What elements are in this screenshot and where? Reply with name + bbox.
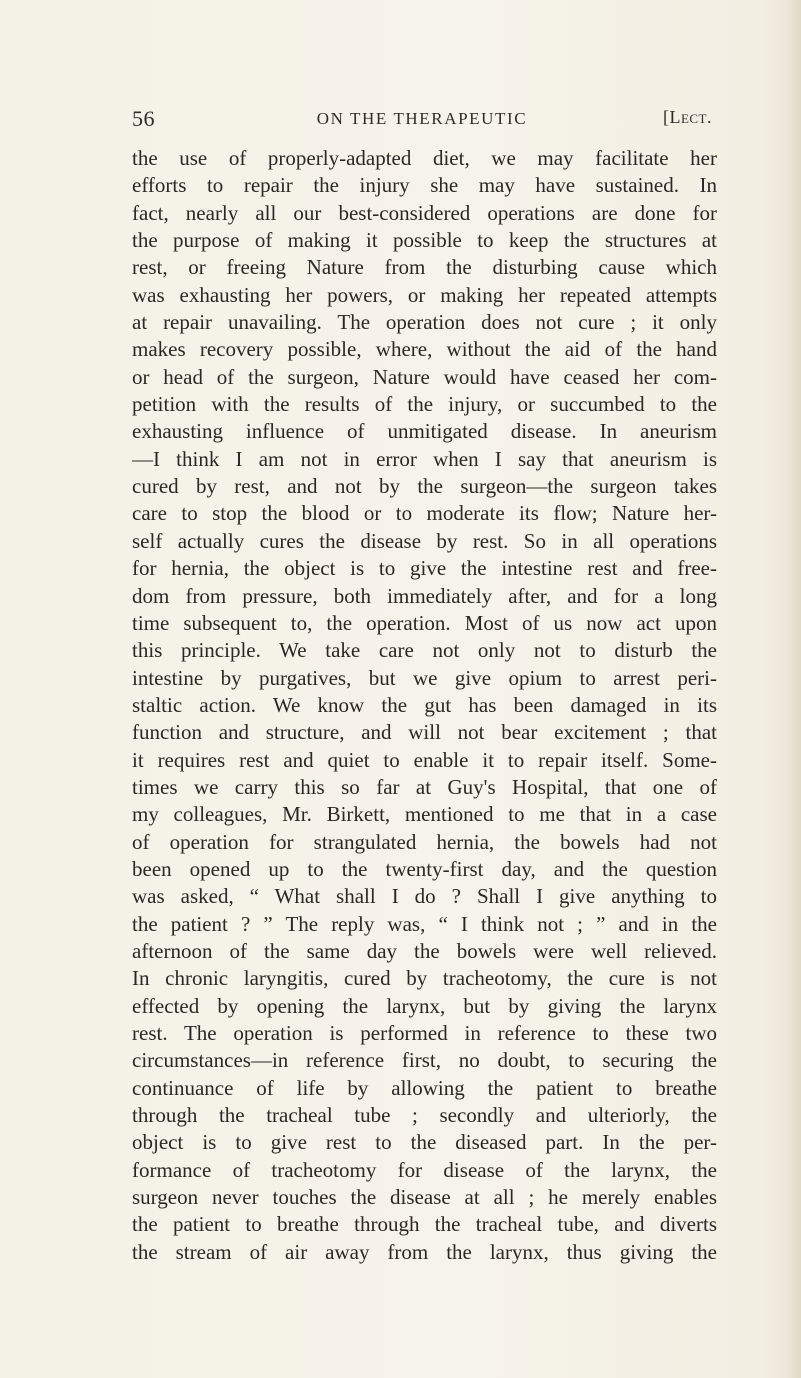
text-line: of operation for strangulated hernia, the bowels had not <box>132 829 717 854</box>
text-line: petition with the results of the injury, or succumbed to the <box>132 392 717 417</box>
text-line: the patient ? ” The reply was, “ I think not ; ” and in the <box>132 911 717 936</box>
text-line: at repair unavailing. The operation does not cure ; it only <box>132 310 717 335</box>
text-line: the stream of air away from the larynx, thus giving the <box>132 1239 717 1264</box>
text-line: my colleagues, Mr. Birkett, mentioned to me that in a case <box>132 802 717 827</box>
text-line: time subsequent to, the operation. Most of us now act upon <box>132 610 717 635</box>
text-line: effected by opening the larynx, but by giving the larynx <box>132 993 717 1018</box>
lecture-label: [Lect. <box>662 107 712 127</box>
text-line: this principle. We take care not only not to disturb the <box>132 638 717 663</box>
text-line: care to stop the blood or to moderate its flow; Nature her- <box>132 501 717 526</box>
text-line: —I think I am not in error when I say that aneurism is <box>132 446 717 471</box>
text-line: or head of the surgeon, Nature would have ceased her com- <box>132 364 717 389</box>
text-line: continuance of life by allowing the patient to breathe <box>132 1075 717 1100</box>
text-line: exhausting influence of unmitigated disease. In aneurism <box>132 419 717 444</box>
page-number: 56 <box>132 106 155 131</box>
text-line: the patient to breathe through the tracheal tube, and diverts <box>132 1212 717 1237</box>
text-line: formance of tracheotomy for disease of the larynx, the <box>132 1157 717 1182</box>
text-line: staltic action. We know the gut has been damaged in its <box>132 692 717 717</box>
running-head <box>132 106 712 134</box>
running-title: ON THE THERAPEUTIC <box>316 109 528 128</box>
text-line: makes recovery possible, where, without the aid of the hand <box>132 337 717 362</box>
text-line: efforts to repair the injury she may have sustained. In <box>132 173 717 198</box>
text-line: fact, nearly all our best-considered operations are done for <box>132 200 717 225</box>
text-line: for hernia, the object is to give the intestine rest and free- <box>132 556 717 581</box>
text-line: through the tracheal tube ; secondly and ulteriorly, the <box>132 1103 717 1128</box>
text-line: the use of properly-adapted diet, we may facilitate her <box>132 146 717 170</box>
text-line: cured by rest, and not by the surgeon—the surgeon takes <box>132 474 717 499</box>
text-line: it requires rest and quiet to enable it to repair itself. Some- <box>132 747 717 772</box>
text-line: circumstances—in reference first, no doubt, to securing the <box>132 1048 717 1073</box>
text-line: surgeon never touches the disease at all ; he merely enables <box>132 1185 717 1210</box>
body-text <box>132 145 717 1266</box>
text-line: self actually cures the disease by rest. So in all operations <box>132 528 717 553</box>
text-line: In chronic laryngitis, cured by tracheotomy, the cure is not <box>132 966 717 991</box>
page-edge-shadow <box>787 0 801 1378</box>
text-line: afternoon of the same day the bowels were well relieved. <box>132 938 717 963</box>
text-line: object is to give rest to the diseased part. In the per- <box>132 1130 717 1155</box>
text-line: rest, or freeing Nature from the disturbing cause which <box>132 255 717 280</box>
text-line: was asked, “ What shall I do ? Shall I give anything to <box>132 884 717 909</box>
text-line: the purpose of making it possible to keep the structures at <box>132 228 717 253</box>
text-line: times we carry this so far at Guy's Hospital, that one of <box>132 774 717 799</box>
text-line: rest. The operation is performed in reference to these two <box>132 1021 717 1045</box>
text-line: was exhausting her powers, or making her repeated attempts <box>132 282 717 307</box>
text-line: intestine by purgatives, but we give opium to arrest peri- <box>132 665 717 690</box>
text-line: dom from pressure, both immediately after, and for a long <box>132 583 717 608</box>
text-line: been opened up to the twenty-first day, and the question <box>132 856 717 881</box>
text-line: function and structure, and will not bear excitement ; that <box>132 720 717 745</box>
